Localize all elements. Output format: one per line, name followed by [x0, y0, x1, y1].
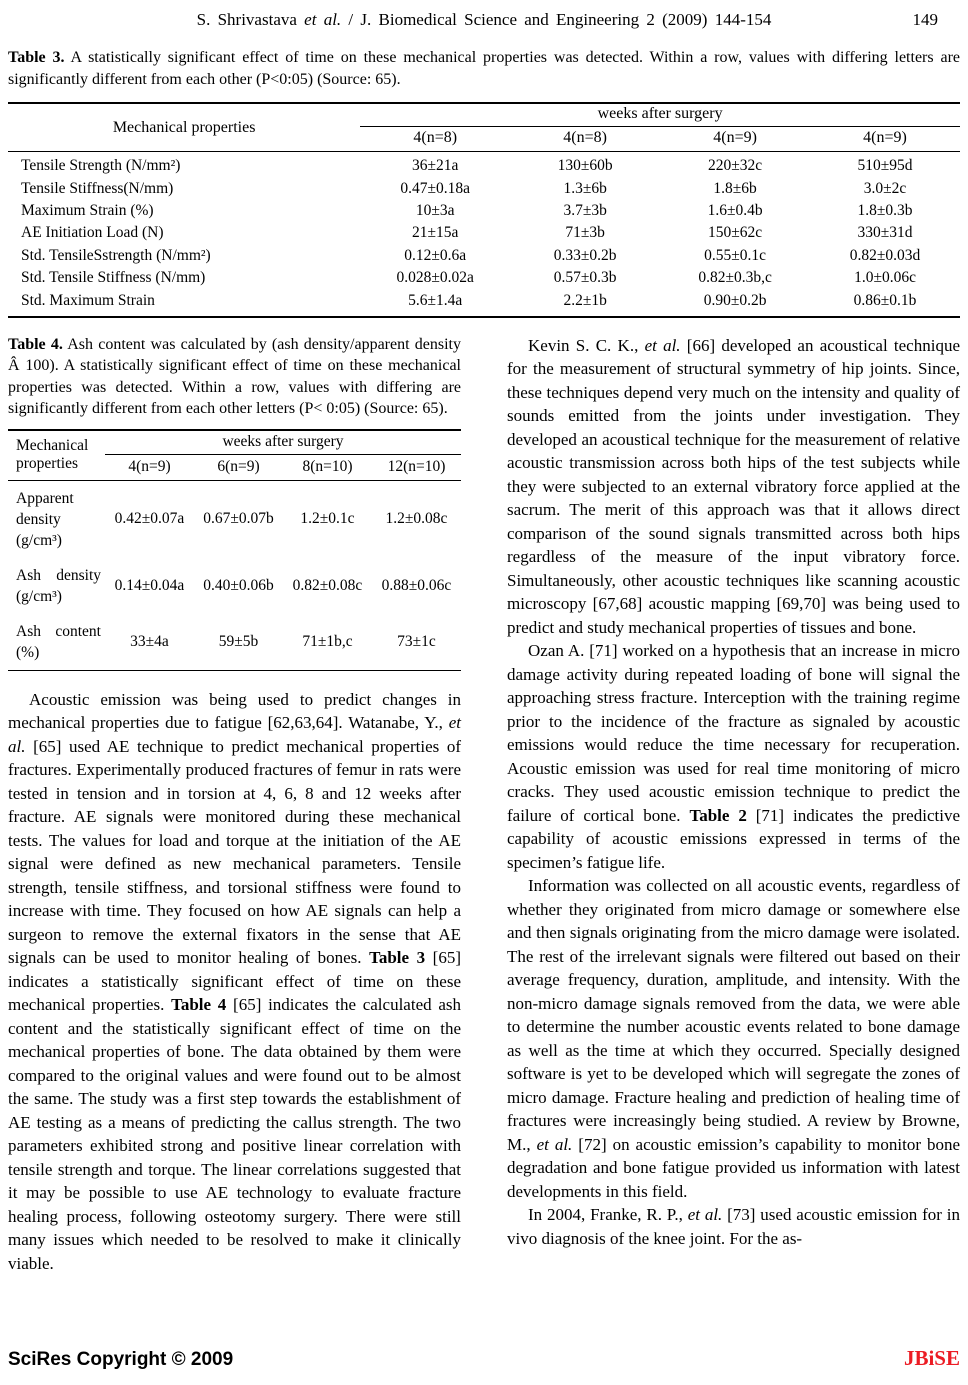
- value-cell: 330±31d: [857, 224, 913, 242]
- value-cell: 59±5b: [218, 632, 259, 650]
- row-label: Std. Maximum Strain: [21, 291, 155, 309]
- table3-header-right: [360, 104, 960, 151]
- value-cell: 0.88±0.06c: [381, 576, 452, 594]
- value-cell: 130±60b: [557, 157, 613, 175]
- value-cell: 1.6±0.4b: [707, 201, 763, 219]
- two-column-text: [8, 334, 960, 1276]
- table3-row: [8, 155, 960, 177]
- value-cell: 1.2±0.1c: [300, 510, 355, 528]
- row-label: AE Initiation Load (N): [21, 224, 164, 242]
- row-label: Maximum Strain (%): [21, 201, 154, 219]
- paragraph: Information was collected on all acoustic events, regardless of whether they originated from micro damage or somewhere else and then signals originating from the micro damage were isolated. The rest of the irrelevant signals were filtered out based on their average frequency, duration, amplitude, and intensity. With the non-micro damage signals removed from the data, we were able to determine the number acoustic events related to bone damage as well as the time at which they occurred. Specially designed software is yet to be developed which will segregate the zones of micro damage. Fracture healing and prediction of healing time of fractures were increasingly being studied. A review by Browne, M., et al. [72] on acoustic emission’s capability to monitor bone degradation and bone fatigue provided us information with latest developments in this field.: [507, 876, 960, 1201]
- value-cell: 0.12±0.6a: [404, 246, 467, 264]
- table3-col-header: 4(n=9): [713, 129, 757, 146]
- value-cell: 2.2±1b: [563, 291, 607, 309]
- journal-logo: JBiSE: [903, 1346, 960, 1370]
- page-footer: [8, 1346, 960, 1371]
- table3-row: [8, 200, 960, 222]
- paragraph: In 2004, Franke, R. P., et al. [73] used acoustic emission for in vivo diagnosis of the knee joint. For the as-: [507, 1205, 960, 1248]
- table3-row: [8, 245, 960, 267]
- row-label: Std. TensileSstrength (N/mm²): [21, 246, 211, 264]
- value-cell: 21±15a: [412, 224, 459, 242]
- table3-col-header: 4(n=8): [413, 129, 458, 146]
- running-title: S. Shrivastava et al. / J. Biomedical Science and Engineering 2 (2009) 144-154: [196, 10, 772, 29]
- value-cell: 0.55±0.1c: [704, 246, 767, 264]
- right-column: [507, 334, 960, 1276]
- row-label: Tensile Stiffness(N/mm): [21, 179, 174, 197]
- table4-col-header: 8(n=10): [302, 457, 353, 475]
- table4-col-header: 4(n=9): [128, 457, 171, 475]
- table3-row: [8, 267, 960, 289]
- value-cell: 10±3a: [415, 201, 455, 219]
- value-cell: 0.14±0.04a: [114, 576, 185, 594]
- row-label: Tensile Strength (N/mm²): [21, 157, 181, 175]
- left-column-text: [8, 688, 461, 1276]
- copyright-notice: SciRes Copyright © 2009: [8, 1349, 234, 1370]
- table4-col-headers: [105, 455, 461, 480]
- value-cell: 73±1c: [397, 632, 436, 650]
- paragraph: Acoustic emission was being used to predict changes in mechanical properties due to fatigue [62,63,64]. Watanabe, Y., et al. [65] used AE technique to predict mechanical properties of fractures. Experimentally produced fractures of femur in rats were tested in tension and in torsion at 4, 6, 8 and 12 weeks after fracture. AE signals were monitored during these mechanical tests. The values for load and torque at the initiation of the AE signal were defined as new mechanical parameters. Tensile strength, tensile stiffness, and torsional stiffness were found to increase with time. They focused on how AE signals can help a surgeon to remove the external fixators in the sense that AE signals can be used to monitor healing of bones. Table 3 [65] indicates a statistically significant effect of time on these mechanical properties. Table 4 [65] indicates the calculated ash content and the statistically significant effect of time on the mechanical properties of bone. The data obtained by them were compared to the original values and were found out to be almost the same. The study was a first step towards the establishment of AE testing as a means of predicting the callus strength. The two parameters exhibited strong and positive linear correlation with tensile strength and torque. The linear correlations suggested that it may be possible to use AE technology to evaluate fracture healing process, following osteotomy surgery. There were still many issues which needed to be resolved to make it clinically viable.: [8, 689, 461, 1273]
- table3-col-header: 4(n=8): [563, 129, 607, 146]
- value-cell: 1.8±6b: [713, 179, 757, 197]
- table4-caption: Table 4. Ash content was calculated by (ash density/apparent density Â 100). A statistically significant effect of time on these mechanical properties was detected. Within a row, values with differing are significantly different from each other letters (P< 0:05) (Source: 65).: [8, 335, 461, 418]
- value-cell: 510±95d: [857, 157, 913, 175]
- table3-row-header: Mechanical properties: [112, 118, 256, 136]
- value-cell: 3.7±3b: [563, 201, 607, 219]
- table4: [8, 429, 461, 671]
- page-number: 149: [912, 10, 938, 29]
- table4-row: [8, 481, 461, 558]
- value-cell: 36±21a: [412, 157, 459, 175]
- value-cell: 0.57±0.3b: [553, 269, 617, 287]
- value-cell: 0.40±0.06b: [203, 576, 274, 594]
- table3-span-header: weeks after surgery: [360, 104, 960, 127]
- row-label: Ash content (%): [16, 622, 101, 661]
- paragraph: Kevin S. C. K., et al. [66] developed an acoustical technique for the measurement of structural symmetry of hip joints. Since, these techniques depend very much on the intensity and quality of sounds emitted from the joints under investigation. They developed an acoustical technique for the measurement of relative acoustic transmission across both hips of the test subjects while they were subjected to an external vibratory force applied at the sacrum. The merit of this approach was that it allows direct comparison of the sound signals transmitted across both hips regardless of the measure of the input vibratory force. Simultaneously, other acoustic techniques like scanning acoustic microscopy [67,68] acoustic mapping [69,70] was being used to predict and study mechanical properties of tissues and bone.: [507, 335, 960, 637]
- table3-body: [8, 152, 960, 316]
- value-cell: 0.82±0.3b,c: [698, 269, 772, 287]
- value-cell: 0.90±0.2b: [703, 291, 767, 309]
- table4-span-header: weeks after surgery: [105, 431, 461, 455]
- value-cell: 150±62c: [708, 224, 763, 242]
- value-cell: 1.0±0.06c: [854, 269, 916, 287]
- table4-body: [8, 481, 461, 670]
- value-cell: 0.86±0.1b: [853, 291, 917, 309]
- row-label: Apparent density (g/cm³): [16, 489, 74, 549]
- value-cell: 1.3±6b: [563, 179, 607, 197]
- value-cell: 220±32c: [708, 157, 763, 175]
- value-cell: 0.42±0.07a: [114, 510, 185, 528]
- row-label: Std. Tensile Stiffness (N/mm): [21, 269, 206, 287]
- row-label: Ash density (g/cm³): [16, 566, 101, 605]
- table4-row-header: Mechanical properties: [16, 437, 89, 473]
- value-cell: 0.82±0.08c: [292, 576, 363, 594]
- table3-caption: Table 3. A statistically significant effect of time on these mechanical properties was detected. Within a row, values with differing letters are significantly different from each other (P<0:05) (Source: 65).: [8, 49, 961, 88]
- table4-row: [8, 614, 461, 670]
- table4-col-header: 6(n=9): [217, 457, 260, 475]
- left-column: [8, 334, 461, 1276]
- value-cell: 1.2±0.08c: [385, 510, 448, 528]
- table4-header: [8, 431, 461, 481]
- table4-col-header: 12(n=10): [387, 457, 446, 475]
- table3-row: [8, 177, 960, 199]
- value-cell: 33±4a: [130, 632, 169, 650]
- table4-header-right: [105, 431, 461, 480]
- value-cell: 5.6±1.4a: [408, 291, 463, 309]
- table3-header: [8, 104, 960, 152]
- value-cell: 71±3b: [565, 224, 605, 242]
- table3: [8, 102, 960, 318]
- value-cell: 0.67±0.07b: [203, 510, 274, 528]
- value-cell: 0.82±0.03d: [849, 246, 921, 264]
- table3-row: [8, 222, 960, 244]
- value-cell: 0.33±0.2b: [553, 246, 617, 264]
- table3-row: [8, 289, 960, 311]
- value-cell: 0.47±0.18a: [400, 179, 471, 197]
- table4-row: [8, 558, 461, 614]
- value-cell: 0.028±0.02a: [396, 269, 474, 287]
- table3-col-headers: [360, 127, 960, 151]
- value-cell: 71±1b,c: [302, 632, 353, 650]
- page-header: [8, 10, 960, 30]
- paragraph: Ozan A. [71] worked on a hypothesis that an increase in micro damage activity during repeated loading of bone will signal the approaching stress fracture. Interception with the training regime prior to the incidence of the fracture as signaled by acoustic emissions would reduce the time necessary for recuperation. Acoustic emission was used for real time monitoring of micro cracks. They used acoustic emission technique to predict the failure of cortical bone. Table 2 [71] indicates the predictive capability of acoustic emissions expressed in terms of the specimen’s fatigue life.: [507, 641, 960, 872]
- value-cell: 1.8±0.3b: [857, 201, 913, 219]
- value-cell: 3.0±2c: [863, 179, 907, 197]
- table3-col-header: 4(n=9): [863, 129, 907, 146]
